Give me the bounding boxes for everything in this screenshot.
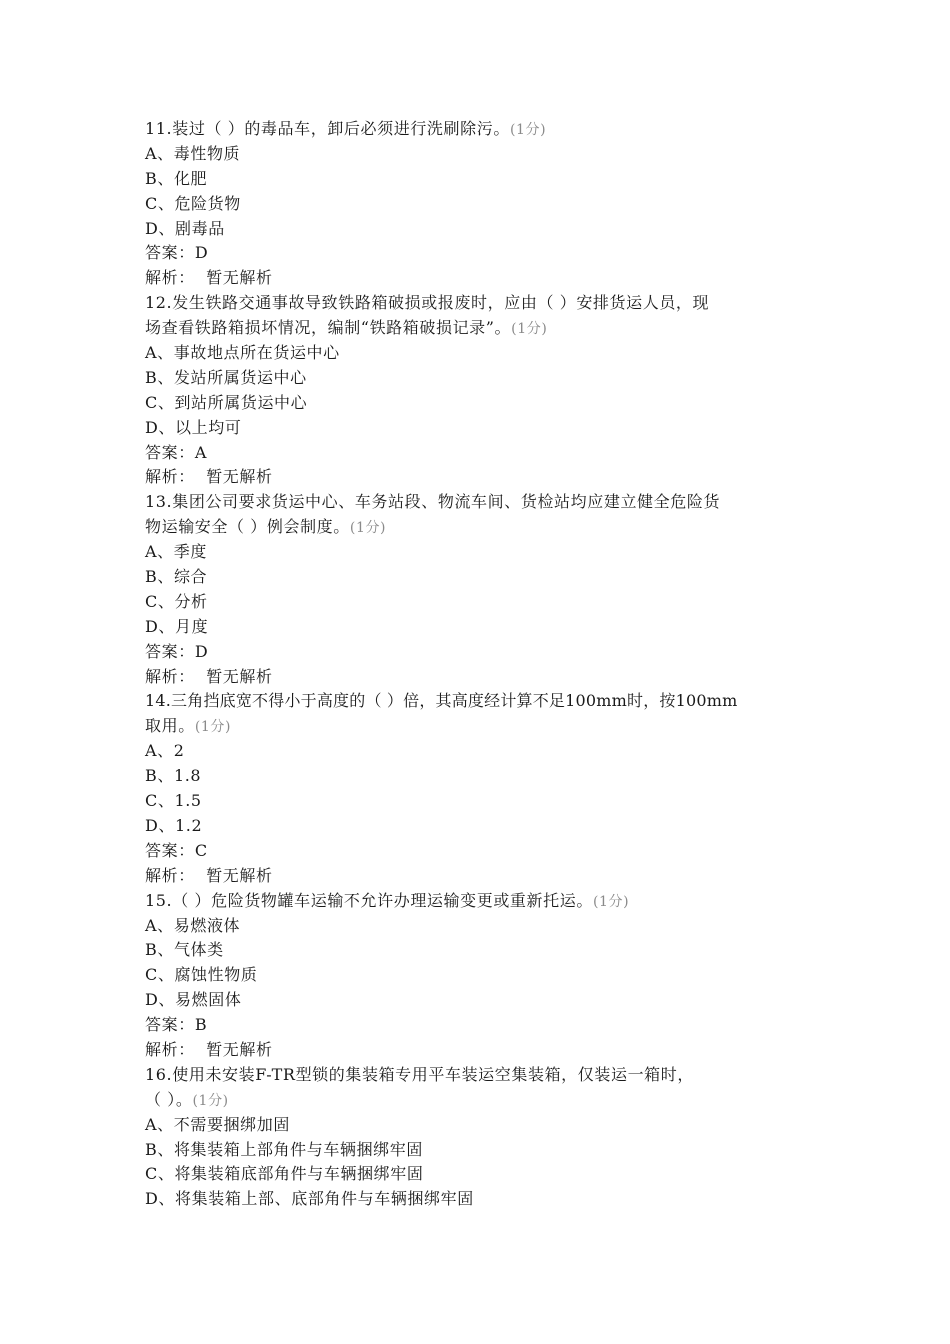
answer-label: 答案： [145,641,195,661]
question-text: 物运输安全（ ）例会制度。 [145,517,350,537]
answer-line [145,241,815,266]
answer-line [145,441,815,466]
analysis-value: 暂无解析 [206,1039,273,1059]
option-c: C、到站所属货运中心 [145,392,308,412]
question-text: 12.发生铁路交通事故导致铁路箱破损或报废时，应由（ ）安排货运人员，现 [145,293,710,313]
answer-label: 答案： [145,1015,195,1035]
analysis-line [145,465,815,490]
option-b: B、将集装箱上部角件与车辆捆绑牢固 [145,1139,423,1159]
option-b: B、化肥 [145,168,208,188]
analysis-label: 解析： [145,666,195,686]
option-b: B、发站所属货运中心 [145,367,307,387]
question-score: (1分) [192,1092,229,1109]
question-text: （ ）。 [145,1089,193,1109]
question-11 [145,117,815,291]
option-d: D、以上均可 [145,417,242,437]
question-score: (1分) [194,719,232,736]
answer-label: 答案： [145,840,195,860]
option-a: A、不需要捆绑加固 [145,1114,290,1134]
analysis-value: 暂无解析 [206,666,273,686]
question-16 [145,1063,815,1212]
question-stem [145,316,815,341]
analysis-line [145,864,815,889]
question-list [145,117,815,1212]
answer-line [145,839,815,864]
analysis-line [145,665,815,690]
answer-value: C [194,840,208,860]
option-a: A、2 [145,741,185,761]
question-text: 取用。 [145,716,195,736]
question-text: 14.三角挡底宽不得小于高度的（ ）倍，其高度经计算不足100mm时，按100mm [145,691,738,711]
question-text: 11.装过（ ）的毒品车，卸后必须进行洗刷除污。 [145,119,510,138]
option-d: D、月度 [145,616,209,636]
question-text: 13.集团公司要求货运中心、车务站段、物流车间、货检站均应建立健全危险货 [145,492,721,512]
option-c: C、危险货物 [145,193,241,213]
option-c: C、将集装箱底部角件与车辆捆绑牢固 [145,1164,424,1184]
option-b: B、1.8 [145,766,202,786]
analysis-label: 解析： [145,1039,195,1059]
option-d: D、易燃固体 [145,990,242,1010]
option-a: A、季度 [145,542,207,562]
question-text: 16.使用未安装F-TR型锁的集装箱专用平车装运空集装箱，仅装运一箱时， [145,1064,694,1084]
question-stem [145,714,815,739]
option-b: B、气体类 [145,940,224,960]
option-b: B、综合 [145,567,208,587]
question-score: (1分) [349,520,387,537]
option-c: C、1.5 [145,791,202,811]
analysis-line [145,266,815,291]
answer-value: B [194,1015,208,1035]
analysis-value: 暂无解析 [206,467,273,487]
option-a: A、事故地点所在货运中心 [145,343,340,363]
analysis-label: 解析： [145,268,195,288]
question-stem [145,117,815,142]
option-d: D、将集装箱上部、底部角件与车辆捆绑牢固 [145,1189,474,1209]
option-c: C、腐蚀性物质 [145,965,258,985]
answer-label: 答案： [145,442,195,462]
question-text: 场查看铁路箱损坏情况，编制“铁路箱破损记录”。 [145,318,512,338]
option-a: A、毒性物质 [145,143,241,163]
question-12 [145,291,815,490]
question-13 [145,490,815,689]
question-score: (1分) [511,321,548,338]
question-14 [145,689,815,888]
analysis-label: 解析： [145,865,195,885]
option-d: D、剧毒品 [145,218,225,238]
question-score: (1分) [509,122,547,138]
analysis-label: 解析： [145,467,195,487]
analysis-value: 暂无解析 [206,268,273,288]
analysis-line [145,1038,815,1063]
answer-line [145,640,815,665]
option-d: D、1.2 [145,815,203,835]
option-a: A、易燃液体 [145,915,241,935]
answer-line [145,1013,815,1038]
answer-label: 答案： [145,243,195,263]
question-stem [145,515,815,540]
question-text: 15.（ ）危险货物罐车运输不允许办理运输变更或重新托运。 [145,890,593,910]
question-score: (1分) [592,893,630,910]
question-stem [145,1088,815,1113]
analysis-value: 暂无解析 [206,865,273,885]
answer-value: A [194,442,207,462]
question-15 [145,889,815,1063]
answer-value: D [194,243,209,263]
option-c: C、分析 [145,591,208,611]
answer-value: D [194,641,209,661]
question-stem [145,889,815,914]
